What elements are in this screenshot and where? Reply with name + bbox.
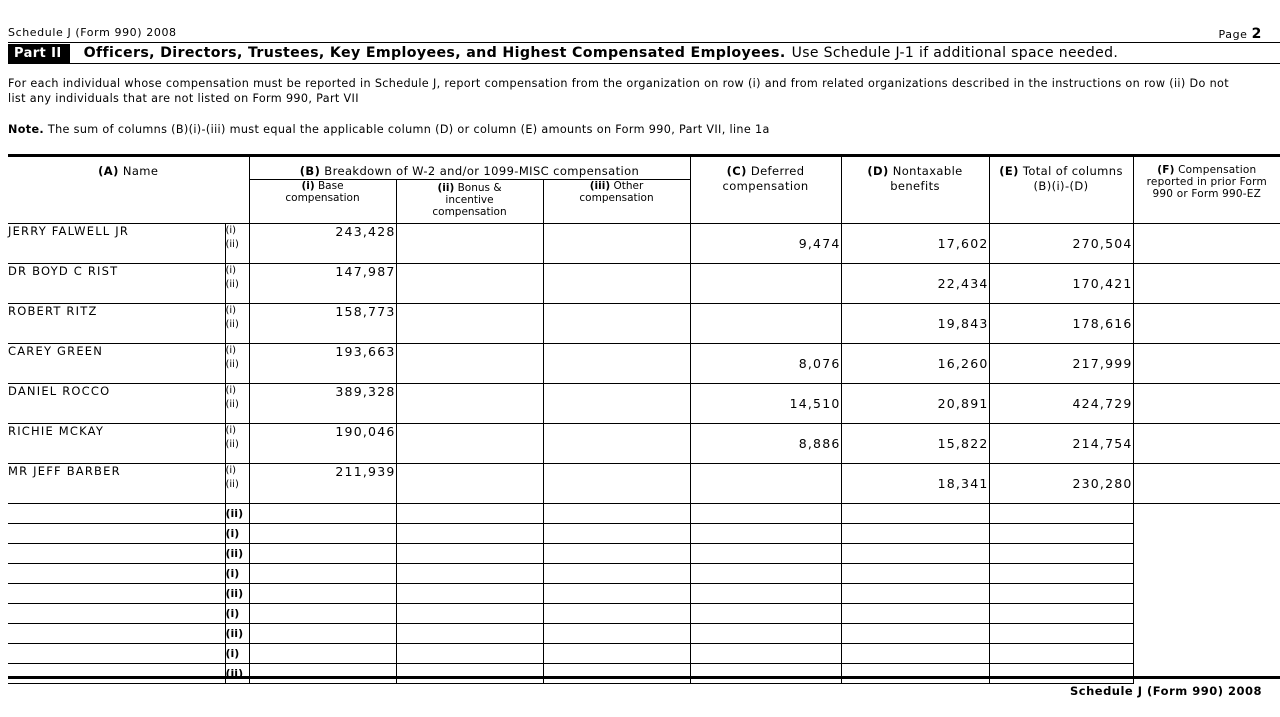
blank-bonus xyxy=(396,584,543,604)
deferred-compensation xyxy=(690,304,841,344)
table-row xyxy=(8,264,1280,304)
blank-base xyxy=(249,624,396,644)
col-d-header xyxy=(841,156,989,224)
person-name: CAREY GREEN xyxy=(8,344,225,384)
nontaxable-benefits: 22,434 xyxy=(841,264,989,304)
total-compensation: 214,754 xyxy=(989,424,1133,464)
col-b-ii-label: Bonus & incentive compensation xyxy=(432,182,507,218)
blank-nontaxable xyxy=(841,664,989,684)
blank-base xyxy=(249,584,396,604)
col-b-iii-label: Other compensation xyxy=(579,180,654,204)
blank-marker: (ii) xyxy=(225,544,249,564)
part-badge: Part II xyxy=(8,44,70,63)
blank-bonus xyxy=(396,544,543,564)
table-row xyxy=(8,424,1280,464)
col-b-ii-letter: (ii) xyxy=(437,182,455,194)
row-markers xyxy=(225,384,249,424)
prior-compensation xyxy=(1133,384,1280,424)
blank-marker: (ii) xyxy=(225,624,249,644)
blank-deferred xyxy=(690,564,841,584)
row-marker-i: (i) xyxy=(225,465,237,476)
blank-nontaxable xyxy=(841,624,989,644)
blank-marker: (i) xyxy=(225,604,249,624)
blank-nontaxable xyxy=(841,544,989,564)
bonus-compensation xyxy=(396,344,543,384)
blank-deferred xyxy=(690,584,841,604)
blank-base xyxy=(249,544,396,564)
deferred-compensation xyxy=(690,464,841,504)
row-marker-i: (i) xyxy=(225,425,237,436)
blank-deferred xyxy=(690,624,841,644)
form-reference: Schedule J (Form 990) 2008 xyxy=(8,26,177,39)
person-name: MR JEFF BARBER xyxy=(8,464,225,504)
base-compensation: 190,046 xyxy=(249,424,396,464)
blank-bonus xyxy=(396,664,543,684)
col-b-iii-header xyxy=(543,180,690,224)
blank-other xyxy=(543,544,690,564)
blank-deferred xyxy=(690,544,841,564)
blank-marker: (ii) xyxy=(225,584,249,604)
total-compensation: 178,616 xyxy=(989,304,1133,344)
row-markers xyxy=(225,224,249,264)
bonus-compensation xyxy=(396,304,543,344)
row-markers xyxy=(225,344,249,384)
blank-other xyxy=(543,564,690,584)
table-row xyxy=(8,384,1280,424)
row-marker-i: (i) xyxy=(225,305,237,316)
blank-prior-column xyxy=(1133,504,1280,684)
blank-total xyxy=(989,664,1133,684)
blank-marker: (i) xyxy=(225,564,249,584)
col-a-label: Name xyxy=(118,164,159,178)
blank-marker: (i) xyxy=(225,524,249,544)
col-e-letter: (E) xyxy=(999,164,1019,178)
prior-compensation xyxy=(1133,344,1280,384)
row-marker-ii: (ii) xyxy=(225,279,239,290)
blank-total xyxy=(989,584,1133,604)
table-row xyxy=(8,304,1280,344)
bonus-compensation xyxy=(396,224,543,264)
col-b-ii-header xyxy=(396,180,543,224)
blank-other xyxy=(543,664,690,684)
row-marker-ii: (ii) xyxy=(225,359,239,370)
blank-row xyxy=(8,664,1280,684)
blank-bonus xyxy=(396,524,543,544)
blank-bonus xyxy=(396,624,543,644)
other-compensation xyxy=(543,464,690,504)
col-b-header xyxy=(249,156,690,180)
person-name: DANIEL ROCCO xyxy=(8,384,225,424)
total-compensation: 217,999 xyxy=(989,344,1133,384)
row-marker-i: (i) xyxy=(225,225,237,236)
col-f-header xyxy=(1133,156,1280,224)
base-compensation: 193,663 xyxy=(249,344,396,384)
blank-marker: (i) xyxy=(225,644,249,664)
prior-compensation xyxy=(1133,264,1280,304)
person-name: RICHIE MCKAY xyxy=(8,424,225,464)
row-markers xyxy=(225,464,249,504)
blank-total xyxy=(989,524,1133,544)
prior-compensation xyxy=(1133,224,1280,264)
footer-form-reference: Schedule J (Form 990) 2008 xyxy=(1069,684,1262,698)
blank-name xyxy=(8,644,225,664)
other-compensation xyxy=(543,224,690,264)
blank-nontaxable xyxy=(841,524,989,544)
blank-row xyxy=(8,584,1280,604)
row-marker-ii: (ii) xyxy=(225,439,239,450)
blank-other xyxy=(543,524,690,544)
blank-row xyxy=(8,524,1280,544)
part-heading xyxy=(8,44,1280,62)
row-marker-i: (i) xyxy=(225,385,237,396)
person-name: DR BOYD C RIST xyxy=(8,264,225,304)
nontaxable-benefits: 17,602 xyxy=(841,224,989,264)
blank-row xyxy=(8,624,1280,644)
blank-row xyxy=(8,544,1280,564)
blank-base xyxy=(249,664,396,684)
prior-compensation xyxy=(1133,424,1280,464)
col-a-header xyxy=(8,156,249,224)
blank-name xyxy=(8,524,225,544)
row-marker-ii: (ii) xyxy=(225,479,239,490)
table-row xyxy=(8,344,1280,384)
deferred-compensation: 9,474 xyxy=(690,224,841,264)
blank-marker: (ii) xyxy=(225,504,249,524)
blank-name xyxy=(8,544,225,564)
prior-compensation xyxy=(1133,464,1280,504)
row-marker-ii: (ii) xyxy=(225,239,239,250)
bonus-compensation xyxy=(396,424,543,464)
bottom-rule xyxy=(8,676,1280,679)
blank-name xyxy=(8,584,225,604)
blank-row xyxy=(8,504,1280,524)
nontaxable-benefits: 20,891 xyxy=(841,384,989,424)
blank-nontaxable xyxy=(841,604,989,624)
blank-name xyxy=(8,504,225,524)
col-b-i-letter: (i) xyxy=(301,180,315,192)
blank-other xyxy=(543,604,690,624)
other-compensation xyxy=(543,424,690,464)
row-markers xyxy=(225,304,249,344)
blank-base xyxy=(249,564,396,584)
blank-total xyxy=(989,564,1133,584)
blank-bonus xyxy=(396,644,543,664)
col-c-letter: (C) xyxy=(726,164,747,178)
blank-total xyxy=(989,544,1133,564)
col-b-i-header xyxy=(249,180,396,224)
blank-bonus xyxy=(396,604,543,624)
person-name: ROBERT RITZ xyxy=(8,304,225,344)
base-compensation: 389,328 xyxy=(249,384,396,424)
page-number-value: 2 xyxy=(1251,26,1262,42)
blank-total xyxy=(989,604,1133,624)
blank-total xyxy=(989,644,1133,664)
row-markers xyxy=(225,264,249,304)
note-label: Note. xyxy=(8,123,44,136)
nontaxable-benefits: 15,822 xyxy=(841,424,989,464)
blank-deferred xyxy=(690,664,841,684)
col-c-label: Deferred compensation xyxy=(722,164,809,193)
instructions-text: For each individual whose compensation must be reported in Schedule J, report compensation from the organization on row (i) and from related organizations described in the instructions on row (ii) Do not list any individuals that are not listed on Form 990, Part VII xyxy=(8,77,1229,105)
compensation-table xyxy=(8,154,1280,684)
table-row xyxy=(8,224,1280,264)
blank-row xyxy=(8,604,1280,624)
row-marker-ii: (ii) xyxy=(225,399,239,410)
base-compensation: 147,987 xyxy=(249,264,396,304)
table-row xyxy=(8,464,1280,504)
blank-row xyxy=(8,644,1280,664)
blank-base xyxy=(249,504,396,524)
blank-other xyxy=(543,584,690,604)
note-text xyxy=(8,123,770,136)
page-label: Page xyxy=(1218,28,1248,41)
top-rule xyxy=(8,42,1280,43)
other-compensation xyxy=(543,264,690,304)
blank-nontaxable xyxy=(841,564,989,584)
blank-deferred xyxy=(690,524,841,544)
blank-nontaxable xyxy=(841,644,989,664)
blank-base xyxy=(249,604,396,624)
nontaxable-benefits: 16,260 xyxy=(841,344,989,384)
col-d-label: Nontaxable benefits xyxy=(888,164,963,193)
blank-name xyxy=(8,624,225,644)
blank-total xyxy=(989,624,1133,644)
bonus-compensation xyxy=(396,464,543,504)
deferred-compensation: 8,886 xyxy=(690,424,841,464)
person-name: JERRY FALWELL JR xyxy=(8,224,225,264)
deferred-compensation: 8,076 xyxy=(690,344,841,384)
blank-total xyxy=(989,504,1133,524)
nontaxable-benefits: 18,341 xyxy=(841,464,989,504)
blank-other xyxy=(543,504,690,524)
note-body: The sum of columns (B)(i)-(iii) must equal the applicable column (D) or column (E) amounts on Form 990, Part VII, line 1a xyxy=(43,123,770,136)
col-f-label: Compensation reported in prior Form 990 or Form 990-EZ xyxy=(1146,164,1267,200)
bonus-compensation xyxy=(396,384,543,424)
prior-compensation xyxy=(1133,304,1280,344)
base-compensation: 158,773 xyxy=(249,304,396,344)
bonus-compensation xyxy=(396,264,543,304)
blank-base xyxy=(249,644,396,664)
part-rule xyxy=(8,63,1280,64)
deferred-compensation xyxy=(690,264,841,304)
row-marker-ii: (ii) xyxy=(225,319,239,330)
part-title: Officers, Directors, Trustees, Key Employees, and Highest Compensated Employees. xyxy=(83,45,786,61)
blank-nontaxable xyxy=(841,584,989,604)
nontaxable-benefits: 19,843 xyxy=(841,304,989,344)
blank-name xyxy=(8,564,225,584)
other-compensation xyxy=(543,344,690,384)
blank-bonus xyxy=(396,504,543,524)
blank-base xyxy=(249,524,396,544)
base-compensation: 243,428 xyxy=(249,224,396,264)
total-compensation: 424,729 xyxy=(989,384,1133,424)
col-f-letter: (F) xyxy=(1157,164,1175,176)
blank-name xyxy=(8,604,225,624)
deferred-compensation: 14,510 xyxy=(690,384,841,424)
blank-name xyxy=(8,664,225,684)
part-note: Use Schedule J-1 if additional space needed. xyxy=(791,45,1119,61)
other-compensation xyxy=(543,304,690,344)
col-e-label: Total of columns (B)(i)-(D) xyxy=(1018,164,1123,193)
blank-deferred xyxy=(690,604,841,624)
row-marker-i: (i) xyxy=(225,265,237,276)
col-d-letter: (D) xyxy=(867,164,889,178)
other-compensation xyxy=(543,384,690,424)
base-compensation: 211,939 xyxy=(249,464,396,504)
page-number xyxy=(1219,26,1262,42)
row-marker-i: (i) xyxy=(225,345,237,356)
total-compensation: 170,421 xyxy=(989,264,1133,304)
blank-marker: (ii) xyxy=(225,664,249,684)
blank-other xyxy=(543,624,690,644)
blank-row xyxy=(8,564,1280,584)
col-b-letter: (B) xyxy=(299,164,321,178)
col-c-header xyxy=(690,156,841,224)
blank-nontaxable xyxy=(841,504,989,524)
total-compensation: 230,280 xyxy=(989,464,1133,504)
blank-deferred xyxy=(690,644,841,664)
blank-bonus xyxy=(396,564,543,584)
blank-deferred xyxy=(690,504,841,524)
col-e-header xyxy=(989,156,1133,224)
col-a-letter: (A) xyxy=(98,164,119,178)
blank-other xyxy=(543,644,690,664)
col-b-i-label: Base compensation xyxy=(285,180,360,204)
col-b-label: Breakdown of W-2 and/or 1099-MISC compensation xyxy=(320,164,640,178)
row-markers xyxy=(225,424,249,464)
col-b-iii-letter: (iii) xyxy=(589,180,611,192)
total-compensation: 270,504 xyxy=(989,224,1133,264)
